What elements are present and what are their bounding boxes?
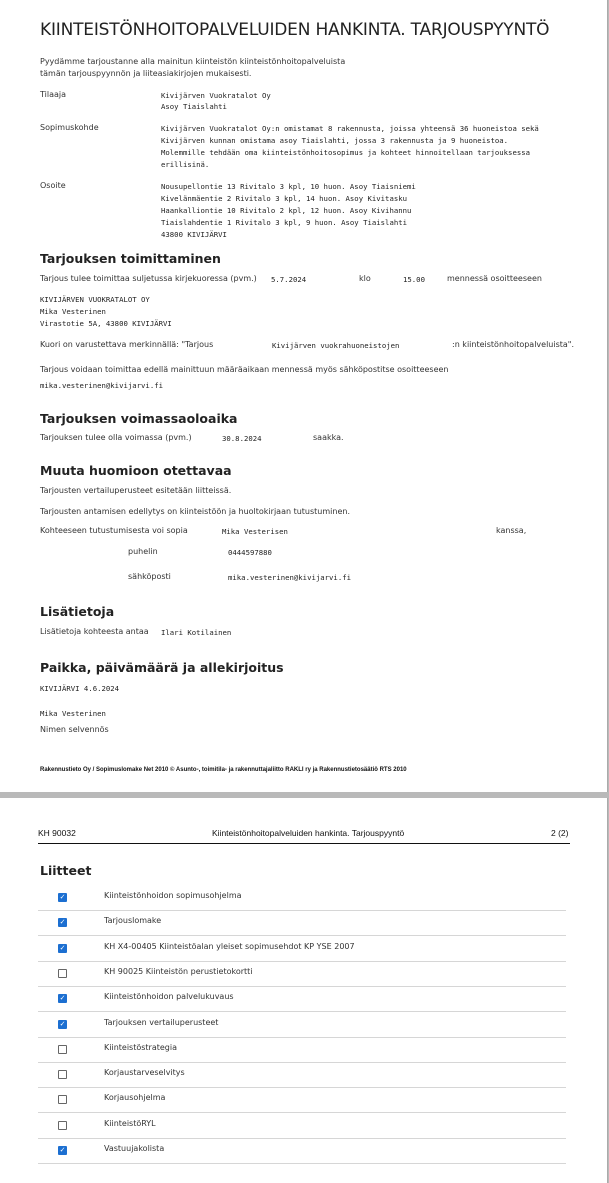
envelope-text: Kuori on varustettava merkinnällä: "Tarjous	[40, 340, 214, 349]
section-heading-validity: Tarjouksen voimassaoloaika	[40, 411, 238, 426]
attachment-row	[38, 885, 566, 911]
document-title: KIINTEISTÖNHOITOPALVELUIDEN HANKINTA. TARJOUSPYYNTÖ	[40, 20, 550, 40]
attachment-row	[38, 1087, 566, 1113]
attachment-label: Vastuujakolista	[104, 1144, 165, 1153]
contact-email-value: mika.vesterinen@kivijarvi.fi	[228, 573, 352, 582]
envelope-suffix: :n kiinteistönhoitopalveluista".	[452, 340, 575, 349]
inspection-text: Tarjousten antamisen edellytys on kiinteistöön ja huoltokirjaan tutustuminen.	[40, 507, 350, 516]
attachment-checkbox[interactable]	[58, 1095, 67, 1104]
osoite-label: Osoite	[40, 181, 66, 190]
osoite-line-2: Kivelänmäentie 2 Rivitalo 3 kpl, 14 huon. Asoy Kivitasku	[161, 194, 408, 203]
attachment-checkbox-checked[interactable]: ✓	[59, 1019, 66, 1028]
attachment-row	[38, 910, 566, 936]
section-heading-other: Muuta huomioon otettavaa	[40, 463, 232, 478]
validity-text: Tarjouksen tulee olla voimassa (pvm.)	[40, 433, 192, 442]
envelope-value: Kivijärven vuokrahuoneistojen	[272, 341, 400, 350]
page-footer: Rakennustieto Oy / Sopimuslomake Net 2010 © Asunto-, toimitila- ja rakennuttajaliitto RAKLI ry ja Rakennustietosäätiö RTS 2010	[40, 767, 407, 773]
section-heading-info: Lisätietoja	[40, 604, 115, 619]
contact-text: Kohteeseen tutustumisesta voi sopia	[40, 526, 188, 535]
attachment-label: Kiinteistöstrategia	[104, 1042, 177, 1052]
attachment-row	[38, 961, 566, 987]
attachment-row	[38, 1113, 566, 1139]
attachment-checkbox[interactable]	[58, 1070, 67, 1079]
email-text: Tarjous voidaan toimittaa edellä mainittuun määräaikaan mennessä myös sähköpostitse osoitteeseen	[40, 365, 449, 374]
phone-value: 0444597880	[228, 548, 272, 557]
osoite-line-3: Haankalliontie 10 Rivitalo 2 kpl, 12 huon. Asoy Kivihannu	[161, 206, 412, 215]
address-line-1: KIVIJÄRVEN VUOKRATALOT OY	[40, 295, 150, 304]
sopimuskohde-line-1: Kivijärven Vuokratalot Oy:n omistamat 8 rakennusta, joissa yhteensä 36 huoneistoa sekä	[161, 124, 539, 133]
address-line-2: Mika Vesterinen	[40, 307, 106, 316]
place-date: KIVIJÄRVI 4.6.2024	[40, 684, 120, 693]
tilaaja-line-2: Asoy Tiaislahti	[161, 102, 227, 111]
info-name: Ilari Kotilainen	[161, 628, 232, 637]
phone-label: puhelin	[128, 547, 158, 556]
attachment-checkbox[interactable]	[58, 1045, 67, 1054]
page-number: 2 (2)	[551, 828, 569, 838]
attachment-row	[38, 1138, 566, 1164]
intro-line-1: Pyydämme tarjoustanne alla mainitun kiinteistön kiinteistönhoitopalveluista	[40, 57, 346, 66]
header-rule	[38, 843, 570, 844]
intro-line-2: tämän tarjouspyynnön ja liiteasiakirjojen mukaisesti.	[40, 69, 252, 78]
delivery-date: 5.7.2024	[271, 275, 307, 284]
sopimuskohde-line-4: erillisinä.	[161, 160, 210, 169]
delivery-time: 15.00	[403, 275, 425, 284]
tilaaja-line-1: Kivijärven Vuokratalot Oy	[161, 91, 271, 100]
info-text: Lisätietoja kohteesta antaa	[40, 627, 149, 636]
attachment-label: Kiinteistönhoidon palvelukuvaus	[104, 992, 234, 1002]
address-line-3: Virastotie 5A, 43800 KIVIJÄRVI	[40, 319, 172, 328]
osoite-line-4: Tiaislahdentie 1 Rivitalo 3 kpl, 9 huon. Asoy Tiaislahti	[161, 218, 408, 227]
attachment-row	[38, 1012, 566, 1038]
attachment-checkbox[interactable]	[58, 1121, 67, 1130]
attachment-label: Tarjouslomake	[104, 916, 162, 926]
attachment-checkbox-checked[interactable]: ✓	[59, 1146, 66, 1154]
comparison-text: Tarjousten vertailuperusteet esitetään liitteissä.	[40, 486, 232, 495]
attachment-label: Korjaustarveselvitys	[104, 1068, 185, 1078]
attachments-heading: Liitteet	[40, 863, 92, 878]
section-heading-signature: Paikka, päivämäärä ja allekirjoitus	[40, 660, 284, 675]
signer-name: Mika Vesterinen	[40, 709, 106, 718]
attachment-checkbox[interactable]	[58, 969, 67, 978]
signer-label: Nimen selvennös	[40, 725, 109, 734]
sopimuskohde-label: Sopimuskohde	[40, 123, 99, 132]
delivery-email: mika.vesterinen@kivijarvi.fi	[40, 381, 164, 390]
attachment-label: KiinteistöRYL	[104, 1118, 156, 1128]
attachment-checkbox-checked[interactable]: ✓	[59, 893, 66, 901]
klo-label: klo	[359, 274, 371, 283]
attachment-checkbox-checked[interactable]: ✓	[59, 943, 66, 952]
attachment-row	[38, 986, 566, 1012]
doc-code: KH 90032	[38, 828, 76, 838]
attachment-label: KH X4-00405 Kiinteistöalan yleiset sopimusehdot KP YSE 2007	[104, 941, 355, 951]
attachment-row	[38, 1037, 566, 1063]
osoite-line-5: 43800 KIVIJÄRVI	[161, 230, 227, 239]
document-page-2	[0, 798, 608, 1183]
validity-date: 30.8.2024	[222, 434, 262, 443]
doc-header-title: Kiinteistönhoitopalveluiden hankinta. Tarjouspyyntö	[212, 828, 405, 838]
section-heading-delivery: Tarjouksen toimittaminen	[40, 251, 221, 266]
attachment-label: Korjausohjelma	[104, 1093, 166, 1103]
contact-suffix: kanssa,	[496, 526, 527, 535]
validity-suffix: saakka.	[313, 433, 344, 442]
sopimuskohde-line-3: Molemmille tehdään oma kiinteistönhoitosopimus ja kohteet hinnoitellaan tarjouksessa	[161, 148, 531, 157]
delivery-suffix: mennessä osoitteeseen	[447, 274, 542, 283]
tilaaja-label: Tilaaja	[40, 90, 67, 99]
contact-name: Mika Vesterisen	[222, 527, 288, 536]
delivery-text: Tarjous tulee toimittaa suljetussa kirjekuoressa (pvm.)	[40, 274, 257, 283]
attachment-checkbox-checked[interactable]: ✓	[59, 994, 66, 1003]
attachment-checkbox-checked[interactable]: ✓	[59, 918, 66, 927]
contact-email-label: sähköposti	[128, 572, 171, 581]
attachment-row	[38, 936, 566, 962]
osoite-line-1: Nousupellontie 13 Rivitalo 3 kpl, 10 huon. Asoy Tiaisniemi	[161, 182, 416, 191]
sopimuskohde-line-2: Kivijärven kunnan omistama asoy Tiaislahti, jossa 3 rakennusta ja 9 huoneistoa.	[161, 136, 509, 145]
attachment-row	[38, 1062, 566, 1088]
attachment-label: KH 90025 Kiinteistön perustietokortti	[104, 966, 253, 976]
attachment-label: Kiinteistönhoidon sopimusohjelma	[104, 891, 242, 900]
attachment-label: Tarjouksen vertailuperusteet	[104, 1017, 219, 1027]
